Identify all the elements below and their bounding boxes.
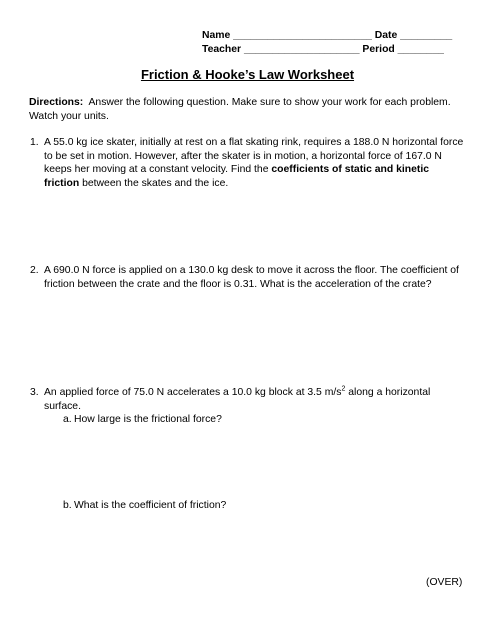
name-date-line[interactable]: Name ________________________ Date _________ (202, 30, 453, 41)
question-1 (30, 136, 466, 190)
question-2 (30, 264, 466, 291)
question-number: 1. (30, 137, 39, 148)
part-text: What is the coefficient of friction? (74, 500, 227, 511)
question-text: A 55.0 kg ice skater, initially at rest on a flat skating rink, requires a 188.0 N horizontal force to be set in motion. However, after the skater is in motion, a horizontal force of 167.0 N keeps her moving at a constant velocity. Find the (44, 137, 464, 175)
question-text: A 690.0 N force is applied on a 130.0 kg desk to move it across the floor. The coefficient of friction between the crate and the floor is 0.31. What is the acceleration of the crate? (44, 265, 459, 290)
question-emphasis: coefficients of static and kinetic friction (44, 164, 430, 189)
part-text: How large is the frictional force? (74, 414, 222, 425)
part-letter: a. (63, 414, 72, 425)
question-3a (63, 413, 454, 427)
superscript: 2 (341, 385, 346, 393)
question-3b (63, 499, 454, 513)
directions-label: Directions: (29, 97, 84, 108)
directions-text: Answer the following question. Make sure to show your work for each problem. Watch your units. (29, 97, 451, 122)
question-number: 3. (30, 387, 39, 398)
directions (29, 96, 469, 123)
over-note: (OVER) (426, 577, 463, 588)
question-3 (30, 385, 466, 413)
teacher-period-line[interactable]: Teacher ____________________ Period ________ (202, 44, 444, 55)
question-text-end: between the skates and the ice. (79, 177, 229, 189)
question-text: An applied force of 75.0 N accelerates a 10.0 kg block at 3.5 m/s (44, 387, 342, 398)
question-text-end: along a horizontal surface. (44, 387, 431, 412)
part-letter: b. (63, 500, 72, 511)
page-title: Friction & Hooke’s Law Worksheet (140, 67, 355, 82)
question-number: 2. (30, 265, 39, 276)
